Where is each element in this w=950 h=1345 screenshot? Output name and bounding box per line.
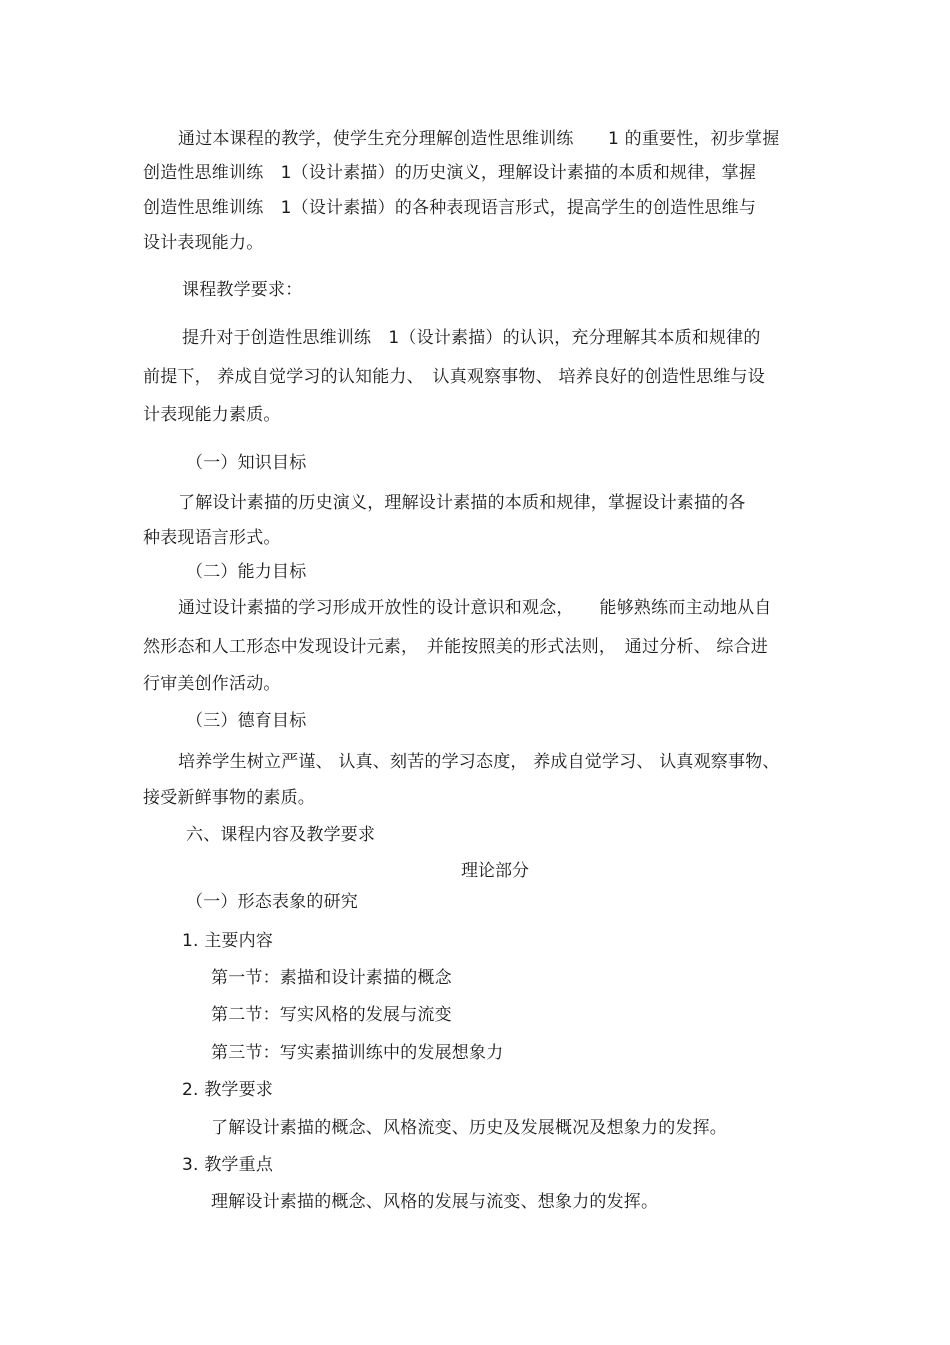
theory-part-title: 理论部分: [461, 861, 529, 881]
requirements-heading: 课程教学要求：: [182, 280, 303, 300]
item1-label: 1. 主要内容: [182, 931, 274, 951]
part-heading: （一）形态表象的研究: [186, 892, 358, 912]
knowledge-line-1: 了解设计素描的历史演义，理解设计素描的本质和规律，掌握设计素描的各: [178, 493, 746, 513]
ability-line-3: 行审美创作活动。: [143, 674, 281, 694]
item3-label: 3. 教学重点: [182, 1155, 274, 1175]
section6-heading: 六、课程内容及教学要求: [186, 825, 376, 845]
requirements-line-1: 提升对于创造性思维训练 1（设计素描）的认识，充分理解其本质和规律的: [182, 328, 761, 348]
requirements-line-2: 前提下， 养成自觉学习的认知能力、 认真观察事物、 培养良好的创造性思维与设: [143, 367, 765, 387]
moral-line-2: 接受新鲜事物的素质。: [143, 788, 315, 808]
requirements-line-3: 计表现能力素质。: [143, 405, 281, 425]
moral-line-1: 培养学生树立严谨、 认真、刻苦的学习态度， 养成自觉学习、 认真观察事物、: [178, 752, 780, 772]
moral-heading: （三）德育目标: [186, 711, 307, 731]
item1-sub-2: 第二节：写实风格的发展与流变: [211, 1005, 452, 1025]
intro-line-1: 通过本课程的教学，使学生充分理解创造性思维训练 1 的重要性，初步掌握: [178, 129, 780, 149]
intro-line-3: 创造性思维训练 1（设计素描）的各种表现语言形式，提高学生的创造性思维与: [143, 198, 757, 218]
item1-sub-1: 第一节：素描和设计素描的概念: [211, 968, 452, 988]
item2-text: 了解设计素描的概念、风格流变、历史及发展概况及想象力的发挥。: [211, 1118, 727, 1138]
knowledge-heading: （一）知识目标: [186, 453, 307, 473]
item2-label: 2. 教学要求: [182, 1080, 274, 1100]
knowledge-line-2: 种表现语言形式。: [143, 528, 281, 548]
ability-heading: （二）能力目标: [186, 562, 307, 582]
ability-line-2: 然形态和人工形态中发现设计元素， 并能按照美的形式法则， 通过分析、 综合进: [143, 637, 769, 657]
item1-sub-3: 第三节：写实素描训练中的发展想象力: [211, 1043, 504, 1063]
intro-line-4: 设计表现能力。: [143, 233, 264, 253]
intro-line-2: 创造性思维训练 1（设计素描）的历史演义，理解设计素描的本质和规律，掌握: [143, 163, 757, 183]
ability-line-1: 通过设计素描的学习形成开放性的设计意识和观念， 能够熟练而主动地从自: [178, 598, 772, 618]
item3-text: 理解设计素描的概念、风格的发展与流变、想象力的发挥。: [211, 1192, 659, 1212]
